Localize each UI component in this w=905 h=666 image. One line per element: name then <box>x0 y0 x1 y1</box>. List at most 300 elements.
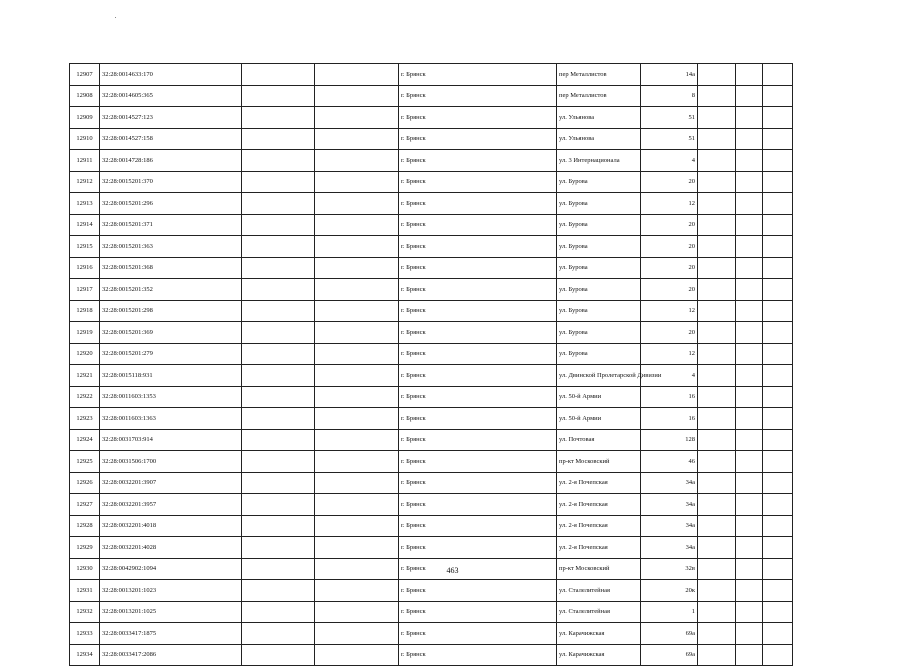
row-number-cell: 12922 <box>70 386 100 408</box>
house-number-cell: 4 <box>641 150 698 172</box>
empty-cell <box>242 623 315 645</box>
table-row <box>70 601 793 623</box>
empty-cell <box>315 279 399 301</box>
city-cell: г. Брянск <box>399 365 557 387</box>
cadastral-number-cell: 32:28:0015201:352 <box>100 279 242 301</box>
table-row <box>70 171 793 193</box>
street-cell: ул. Сталелитейная <box>557 601 641 623</box>
house-number-cell: 34а <box>641 515 698 537</box>
empty-cell <box>698 623 736 645</box>
cadastral-number-cell: 32:28:0013201:1025 <box>100 601 242 623</box>
empty-cell <box>242 279 315 301</box>
empty-cell <box>763 472 793 494</box>
street-cell: ул. 2-я Почепская <box>557 537 641 559</box>
empty-cell <box>242 214 315 236</box>
cadastral-number-cell: 32:28:0015201:370 <box>100 171 242 193</box>
empty-cell <box>763 236 793 258</box>
empty-cell <box>736 257 763 279</box>
table-row <box>70 322 793 344</box>
cadastral-number-cell: 32:28:0013201:1023 <box>100 580 242 602</box>
row-number-cell: 12933 <box>70 623 100 645</box>
street-cell: ул. Бурова <box>557 193 641 215</box>
empty-cell <box>698 365 736 387</box>
empty-cell <box>698 279 736 301</box>
house-number-cell: 34а <box>641 494 698 516</box>
empty-cell <box>315 128 399 150</box>
empty-cell <box>315 64 399 86</box>
table-row <box>70 386 793 408</box>
house-number-cell: 51 <box>641 128 698 150</box>
street-cell: ул. Почтовая <box>557 429 641 451</box>
cadastral-number-cell: 32:28:0042902:1094 <box>100 558 242 580</box>
registry-rows <box>70 64 793 666</box>
empty-cell <box>698 257 736 279</box>
empty-cell <box>315 386 399 408</box>
street-cell: ул. Бурова <box>557 322 641 344</box>
empty-cell <box>698 408 736 430</box>
row-number-cell: 12908 <box>70 85 100 107</box>
table-row <box>70 451 793 473</box>
street-cell: пр-кт Московский <box>557 558 641 580</box>
empty-cell <box>736 365 763 387</box>
cadastral-number-cell: 32:28:0015201:279 <box>100 343 242 365</box>
empty-cell <box>315 236 399 258</box>
empty-cell <box>698 322 736 344</box>
city-cell: г. Брянск <box>399 193 557 215</box>
empty-cell <box>698 494 736 516</box>
street-cell: ул. Бурова <box>557 171 641 193</box>
cadastral-number-cell: 32:28:0015201:371 <box>100 214 242 236</box>
street-cell: ул. Ульянова <box>557 128 641 150</box>
scan-mark <box>115 17 116 18</box>
empty-cell <box>315 451 399 473</box>
empty-cell <box>763 515 793 537</box>
city-cell: г. Брянск <box>399 257 557 279</box>
empty-cell <box>736 623 763 645</box>
city-cell: г. Брянск <box>399 644 557 666</box>
row-number-cell: 12913 <box>70 193 100 215</box>
empty-cell <box>736 279 763 301</box>
empty-cell <box>736 408 763 430</box>
empty-cell <box>763 214 793 236</box>
empty-cell <box>242 494 315 516</box>
empty-cell <box>736 193 763 215</box>
empty-cell <box>698 343 736 365</box>
empty-cell <box>242 236 315 258</box>
table-row <box>70 64 793 86</box>
cadastral-number-cell: 32:28:0032201:3957 <box>100 494 242 516</box>
empty-cell <box>242 580 315 602</box>
table-row <box>70 537 793 559</box>
city-cell: г. Брянск <box>399 236 557 258</box>
house-number-cell: 16 <box>641 408 698 430</box>
empty-cell <box>242 171 315 193</box>
empty-cell <box>315 107 399 129</box>
empty-cell <box>242 472 315 494</box>
row-number-cell: 12927 <box>70 494 100 516</box>
row-number-cell: 12917 <box>70 279 100 301</box>
empty-cell <box>736 537 763 559</box>
empty-cell <box>698 386 736 408</box>
empty-cell <box>315 214 399 236</box>
row-number-cell: 12919 <box>70 322 100 344</box>
empty-cell <box>736 386 763 408</box>
house-number-cell: 51 <box>641 107 698 129</box>
street-cell: ул. 3 Интернационала <box>557 150 641 172</box>
house-number-cell: 20 <box>641 322 698 344</box>
city-cell: г. Брянск <box>399 343 557 365</box>
empty-cell <box>763 623 793 645</box>
cadastral-number-cell: 32:28:0032201:3907 <box>100 472 242 494</box>
table-row <box>70 494 793 516</box>
row-number-cell: 12926 <box>70 472 100 494</box>
street-cell: ул. Бурова <box>557 214 641 236</box>
city-cell: г. Брянск <box>399 472 557 494</box>
empty-cell <box>763 64 793 86</box>
house-number-cell: 20 <box>641 236 698 258</box>
house-number-cell: 16 <box>641 386 698 408</box>
cadastral-number-cell: 32:28:0015201:296 <box>100 193 242 215</box>
empty-cell <box>763 257 793 279</box>
city-cell: г. Брянск <box>399 408 557 430</box>
empty-cell <box>698 300 736 322</box>
street-cell: ул. Бурова <box>557 300 641 322</box>
empty-cell <box>315 171 399 193</box>
empty-cell <box>736 150 763 172</box>
city-cell: г. Брянск <box>399 537 557 559</box>
empty-cell <box>242 128 315 150</box>
street-cell: ул. Бурова <box>557 257 641 279</box>
row-number-cell: 12923 <box>70 408 100 430</box>
empty-cell <box>763 107 793 129</box>
table-row <box>70 193 793 215</box>
empty-cell <box>242 193 315 215</box>
street-cell: ул. Карачижская <box>557 623 641 645</box>
street-cell: ул. Бурова <box>557 343 641 365</box>
house-number-cell: 34а <box>641 472 698 494</box>
empty-cell <box>763 343 793 365</box>
city-cell: г. Брянск <box>399 494 557 516</box>
city-cell: г. Брянск <box>399 214 557 236</box>
empty-cell <box>242 644 315 666</box>
empty-cell <box>736 171 763 193</box>
table-row <box>70 150 793 172</box>
empty-cell <box>698 601 736 623</box>
row-number-cell: 12932 <box>70 601 100 623</box>
empty-cell <box>698 193 736 215</box>
house-number-cell: 12 <box>641 193 698 215</box>
table-row <box>70 214 793 236</box>
table-row <box>70 365 793 387</box>
house-number-cell: 12 <box>641 300 698 322</box>
empty-cell <box>242 601 315 623</box>
row-number-cell: 12918 <box>70 300 100 322</box>
empty-cell <box>698 150 736 172</box>
empty-cell <box>763 451 793 473</box>
page-number: 463 <box>446 566 459 575</box>
street-cell: ул. 50-й Армии <box>557 386 641 408</box>
empty-cell <box>736 128 763 150</box>
house-number-cell: 1 <box>641 601 698 623</box>
empty-cell <box>315 85 399 107</box>
empty-cell <box>736 322 763 344</box>
city-cell: г. Брянск <box>399 128 557 150</box>
row-number-cell: 12907 <box>70 64 100 86</box>
empty-cell <box>698 128 736 150</box>
cadastral-number-cell: 32:28:0032201:4028 <box>100 537 242 559</box>
table-row <box>70 279 793 301</box>
empty-cell <box>763 365 793 387</box>
table-row <box>70 300 793 322</box>
row-number-cell: 12928 <box>70 515 100 537</box>
table-row <box>70 644 793 666</box>
house-number-cell: 32в <box>641 558 698 580</box>
empty-cell <box>736 214 763 236</box>
cadastral-number-cell: 32:28:0014527:123 <box>100 107 242 129</box>
empty-cell <box>763 386 793 408</box>
empty-cell <box>736 472 763 494</box>
row-number-cell: 12920 <box>70 343 100 365</box>
city-cell: г. Брянск <box>399 451 557 473</box>
cadastral-number-cell: 32:28:0014605:365 <box>100 85 242 107</box>
row-number-cell: 12925 <box>70 451 100 473</box>
city-cell: г. Брянск <box>399 300 557 322</box>
row-number-cell: 12921 <box>70 365 100 387</box>
empty-cell <box>698 107 736 129</box>
house-number-cell: 4 <box>641 365 698 387</box>
empty-cell <box>315 408 399 430</box>
house-number-cell: 20к <box>641 580 698 602</box>
empty-cell <box>763 644 793 666</box>
row-number-cell: 12911 <box>70 150 100 172</box>
empty-cell <box>242 150 315 172</box>
street-cell: ул. 50-й Армии <box>557 408 641 430</box>
house-number-cell: 20 <box>641 257 698 279</box>
empty-cell <box>242 257 315 279</box>
row-number-cell: 12930 <box>70 558 100 580</box>
empty-cell <box>698 580 736 602</box>
table-row <box>70 236 793 258</box>
house-number-cell: 20 <box>641 171 698 193</box>
cadastral-number-cell: 32:28:0015201:298 <box>100 300 242 322</box>
row-number-cell: 12934 <box>70 644 100 666</box>
empty-cell <box>242 515 315 537</box>
street-cell: пер Металлистов <box>557 64 641 86</box>
street-cell: ул. 2-я Почепская <box>557 494 641 516</box>
empty-cell <box>763 429 793 451</box>
empty-cell <box>763 171 793 193</box>
empty-cell <box>242 429 315 451</box>
city-cell: г. Брянск <box>399 279 557 301</box>
table-row <box>70 257 793 279</box>
empty-cell <box>698 171 736 193</box>
city-cell: г. Брянск <box>399 601 557 623</box>
empty-cell <box>763 193 793 215</box>
city-cell: г. Брянск <box>399 171 557 193</box>
empty-cell <box>763 85 793 107</box>
cadastral-number-cell: 32:28:0033417:1875 <box>100 623 242 645</box>
empty-cell <box>315 322 399 344</box>
table-row <box>70 623 793 645</box>
empty-cell <box>242 451 315 473</box>
cadastral-number-cell: 32:28:0015201:369 <box>100 322 242 344</box>
registry-table <box>69 63 793 666</box>
row-number-cell: 12931 <box>70 580 100 602</box>
city-cell: г. Брянск <box>399 322 557 344</box>
city-cell: г. Брянск <box>399 515 557 537</box>
city-cell: г. Брянск <box>399 386 557 408</box>
cadastral-number-cell: 32:28:0031506:1700 <box>100 451 242 473</box>
cadastral-number-cell: 32:28:0033417:2086 <box>100 644 242 666</box>
house-number-cell: 8 <box>641 85 698 107</box>
cadastral-number-cell: 32:28:0014728:186 <box>100 150 242 172</box>
house-number-cell: 12 <box>641 343 698 365</box>
row-number-cell: 12916 <box>70 257 100 279</box>
table-row <box>70 429 793 451</box>
house-number-cell: 69а <box>641 644 698 666</box>
street-cell: ул. 2-я Почепская <box>557 515 641 537</box>
empty-cell <box>315 644 399 666</box>
row-number-cell: 12924 <box>70 429 100 451</box>
empty-cell <box>315 494 399 516</box>
empty-cell <box>698 236 736 258</box>
empty-cell <box>698 537 736 559</box>
empty-cell <box>242 365 315 387</box>
table-row <box>70 343 793 365</box>
empty-cell <box>736 236 763 258</box>
city-cell: г. Брянск <box>399 107 557 129</box>
row-number-cell: 12929 <box>70 537 100 559</box>
empty-cell <box>736 644 763 666</box>
empty-cell <box>698 214 736 236</box>
empty-cell <box>315 150 399 172</box>
empty-cell <box>315 257 399 279</box>
empty-cell <box>315 472 399 494</box>
row-number-cell: 12910 <box>70 128 100 150</box>
empty-cell <box>315 365 399 387</box>
empty-cell <box>763 408 793 430</box>
city-cell: г. Брянск <box>399 64 557 86</box>
empty-cell <box>736 343 763 365</box>
empty-cell <box>736 580 763 602</box>
row-number-cell: 12915 <box>70 236 100 258</box>
city-cell: г. Брянск <box>399 85 557 107</box>
cadastral-number-cell: 32:28:0011603:1363 <box>100 408 242 430</box>
table-row <box>70 580 793 602</box>
cadastral-number-cell: 32:28:0015118:931 <box>100 365 242 387</box>
empty-cell <box>242 64 315 86</box>
empty-cell <box>698 429 736 451</box>
street-cell: ул. Ульянова <box>557 107 641 129</box>
table-row <box>70 472 793 494</box>
empty-cell <box>736 107 763 129</box>
empty-cell <box>736 64 763 86</box>
city-cell: г. Брянск <box>399 150 557 172</box>
empty-cell <box>763 580 793 602</box>
cadastral-number-cell: 32:28:0014527:158 <box>100 128 242 150</box>
empty-cell <box>315 580 399 602</box>
empty-cell <box>315 429 399 451</box>
empty-cell <box>242 85 315 107</box>
house-number-cell: 20 <box>641 214 698 236</box>
street-cell: ул. Бурова <box>557 236 641 258</box>
empty-cell <box>242 107 315 129</box>
empty-cell <box>736 429 763 451</box>
empty-cell <box>242 408 315 430</box>
house-number-cell: 34а <box>641 537 698 559</box>
empty-cell <box>763 300 793 322</box>
house-number-cell: 69а <box>641 623 698 645</box>
empty-cell <box>763 494 793 516</box>
city-cell: г. Брянск <box>399 429 557 451</box>
table-row <box>70 408 793 430</box>
empty-cell <box>315 193 399 215</box>
empty-cell <box>763 322 793 344</box>
street-cell: ул. Карачижская <box>557 644 641 666</box>
empty-cell <box>736 601 763 623</box>
house-number-cell: 14а <box>641 64 698 86</box>
empty-cell <box>242 537 315 559</box>
empty-cell <box>698 644 736 666</box>
empty-cell <box>763 601 793 623</box>
empty-cell <box>763 537 793 559</box>
table-row <box>70 107 793 129</box>
street-cell: ул. 2-я Почепская <box>557 472 641 494</box>
cadastral-number-cell: 32:28:0032201:4018 <box>100 515 242 537</box>
empty-cell <box>315 300 399 322</box>
empty-cell <box>315 515 399 537</box>
empty-cell <box>763 128 793 150</box>
row-number-cell: 12914 <box>70 214 100 236</box>
street-cell: пер Металлистов <box>557 85 641 107</box>
street-cell: ул. Сталелитейная <box>557 580 641 602</box>
street-cell: ул. Бурова <box>557 279 641 301</box>
house-number-cell: 20 <box>641 279 698 301</box>
empty-cell <box>315 537 399 559</box>
city-cell: г. Брянск <box>399 623 557 645</box>
row-number-cell: 12912 <box>70 171 100 193</box>
cadastral-number-cell: 32:28:0011603:1353 <box>100 386 242 408</box>
house-number-cell: 46 <box>641 451 698 473</box>
empty-cell <box>242 386 315 408</box>
street-cell: пр-кт Московский <box>557 451 641 473</box>
street-cell: ул. Двинской Пролетарской Дивизии <box>557 365 641 387</box>
table-row <box>70 128 793 150</box>
empty-cell <box>698 451 736 473</box>
cadastral-number-cell: 32:28:0015201:368 <box>100 257 242 279</box>
empty-cell <box>242 343 315 365</box>
empty-cell <box>736 515 763 537</box>
table-row <box>70 85 793 107</box>
empty-cell <box>698 472 736 494</box>
city-cell: г. Брянск <box>399 580 557 602</box>
empty-cell <box>736 300 763 322</box>
cadastral-number-cell: 32:28:0014633:170 <box>100 64 242 86</box>
empty-cell <box>315 343 399 365</box>
empty-cell <box>242 322 315 344</box>
row-number-cell: 12909 <box>70 107 100 129</box>
empty-cell <box>763 279 793 301</box>
cadastral-number-cell: 32:28:0031703:914 <box>100 429 242 451</box>
empty-cell <box>736 494 763 516</box>
table-row <box>70 515 793 537</box>
empty-cell <box>736 451 763 473</box>
empty-cell <box>698 64 736 86</box>
empty-cell <box>698 515 736 537</box>
empty-cell <box>698 85 736 107</box>
empty-cell <box>242 300 315 322</box>
house-number-cell: 128 <box>641 429 698 451</box>
